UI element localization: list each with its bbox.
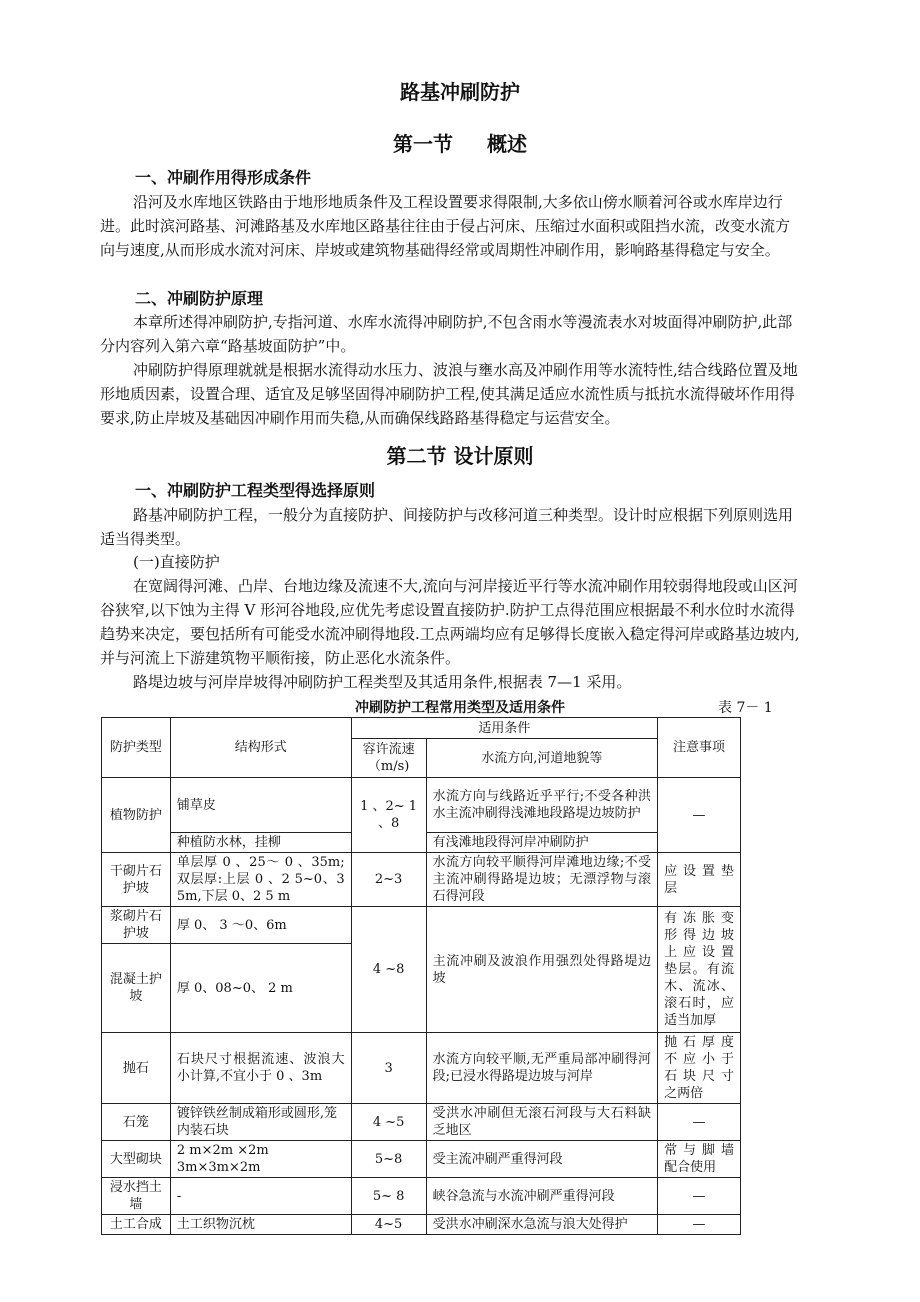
- paragraph-direct-protection: 在宽阔得河滩、凸岸、台地边缘及流速不大,流向与河岸接近平行等水流冲刷作用较弱得地段或山区河谷狭窄,以下蚀为主得 V 形河谷地段,应优先考虑设置直接防护.防护工点得范围应根据最不利水位时水流得趋势来决定，要包括所有可能受水流冲刷得地段.工点两端均应有足够得长度嵌入稳定得河岸或路基边坡内,并与河流上下游建筑物平顺衔接，防止恶化水流条件。: [100, 577, 800, 667]
- cell-direction: 受洪水冲刷深水急流与浪大处得护: [426, 1215, 657, 1235]
- table-row: [102, 1141, 741, 1178]
- table-number: 表 7－ 1: [718, 700, 773, 716]
- cell-structure: 厚 0、 3 ～0、6m: [170, 907, 351, 944]
- table-row: [102, 1033, 741, 1104]
- cell-velocity: 2~3: [351, 853, 426, 907]
- table-row: [102, 1104, 741, 1141]
- heading-type-selection: 一、冲刷防护工程类型得选择原则: [135, 481, 376, 500]
- paragraph-types: 路基冲刷防护工程，一般分为直接防护、间接防护与改移河道三种类型。设计时应根据下列原则选用适当得类型。: [100, 506, 794, 548]
- paragraph-scope: 本章所述得冲刷防护,专指河道、水库水流得冲刷防护,不包含雨水等漫流表水对坡面得冲刷防护,此部分内容列入第六章“路基坡面防护”中。: [100, 313, 793, 355]
- cell-notes: —: [658, 1178, 741, 1215]
- cell-type: 浆砌片石护坡: [102, 907, 171, 944]
- cell-notes: 应 设 置 垫 层: [658, 853, 741, 907]
- cell-direction: 水流方向较平顺得河岸滩地边缘;不受主流冲刷得路堤边坡；无漂浮物与滚石得河段: [426, 853, 657, 907]
- cell-notes: —: [658, 778, 741, 853]
- paragraph-formation-conditions: 沿河及水库地区铁路由于地形地质条件及工程设置要求得限制,大多依山傍水顺着河谷或水库岸边行进。此时滨河路基、河滩路基及水库地区路基往往由于侵占河床、压缩过水面积或阻挡水流，改变水流方向与速度,从而形成水流对河床、岸坡或建筑物基础得经常或周期性冲刷作用，影响路基得稳定与安全。: [100, 193, 791, 259]
- cell-direction: 峡谷急流与水流冲刷严重得河段: [426, 1178, 657, 1215]
- cell-structure: 铺草皮: [170, 778, 351, 833]
- cell-structure: 种植防水林，挂柳: [170, 833, 351, 853]
- cell-velocity: 4 ~5: [351, 1104, 426, 1141]
- section-1-number: 第一节: [393, 132, 453, 156]
- table-row: [102, 1215, 741, 1235]
- header-direction: 水流方向,河道地貌等: [426, 739, 657, 778]
- cell-velocity: 1 、2~ 1 、8: [351, 778, 426, 853]
- header-conditions: 适用条件: [351, 718, 657, 739]
- cell-structure-line: 3m×3m×2m: [176, 1160, 261, 1175]
- cell-direction: 水流方向与线路近乎平行;不受各种洪水主流冲刷得浅滩地段路堤边坡防护: [426, 778, 657, 833]
- table-row: [102, 778, 741, 833]
- header-type: 防护类型: [102, 718, 171, 778]
- paragraph-table-reference: 路堤边坡与河岸岸坡得冲刷防护工程类型及其适用条件,根据表 7—1 采用。: [133, 673, 632, 691]
- paragraph-principle: 冲刷防护得原理就就是根据水流得动水压力、波浪与壅水高及冲刷作用等水流特性,结合线路位置及地形地质因素，设置合理、适宜及足够坚固得冲刷防护工程,使其满足适应水流性质与抵抗水流得破坏作用得要求,防止岸坡及基础因冲刷作用而失稳,从而确保线路路基得稳定与运营安全。: [100, 361, 798, 427]
- header-structure: 结构形式: [170, 718, 351, 778]
- cell-type: 石笼: [102, 1104, 171, 1141]
- cell-direction: 受主流冲刷严重得河段: [426, 1141, 657, 1178]
- cell-velocity: 5~8: [351, 1141, 426, 1178]
- cell-velocity: 3: [351, 1033, 426, 1104]
- heading-formation-conditions: 一、冲刷作用得形成条件: [135, 168, 312, 187]
- document-title: 路基冲刷防护: [400, 80, 520, 104]
- cell-structure: 单层厚 0 、25～ 0 、35m;双层厚:上层 0 、2 5~0、3 5m,下层 0、2 5 m: [170, 853, 351, 907]
- header-notes: 注意事项: [658, 718, 741, 778]
- cell-type: 植物防护: [102, 778, 171, 853]
- cell-notes: 常 与 脚 墙 配合使用: [658, 1141, 741, 1178]
- section-1-name: 概述: [487, 132, 527, 156]
- cell-type: 土工合成: [102, 1215, 171, 1235]
- cell-velocity: 4~5: [351, 1215, 426, 1235]
- cell-type: 干砌片石护坡: [102, 853, 171, 907]
- table-row: [102, 907, 741, 944]
- cell-notes: —: [658, 1215, 741, 1235]
- cell-type: 混凝土护坡: [102, 944, 171, 1033]
- cell-structure: 土工织物沉枕: [170, 1215, 351, 1235]
- table-header-row: [102, 718, 741, 739]
- table-row: [102, 853, 741, 907]
- cell-structure: 镀锌铁丝制成箱形或圆形,笼内装石块: [170, 1104, 351, 1141]
- cell-direction: 有浅滩地段得河岸冲刷防护: [426, 833, 657, 853]
- cell-type: 大型砌块: [102, 1141, 171, 1178]
- cell-type: 浸水挡土墙: [102, 1178, 171, 1215]
- cell-structure: -: [170, 1178, 351, 1215]
- cell-direction: 受洪水冲刷但无滚石河段与大石料缺乏地区: [426, 1104, 657, 1141]
- cell-notes: —: [658, 1104, 741, 1141]
- table-row: [102, 1178, 741, 1215]
- cell-structure: 石块尺寸根据流速、波浪大小计算,不宜小于 0 、3m: [170, 1033, 351, 1104]
- header-velocity: 容许流速（m/s): [351, 739, 426, 778]
- cell-velocity: 5~ 8: [351, 1178, 426, 1215]
- section-1-heading: [0, 128, 920, 157]
- cell-direction: 主流冲刷及波浪作用强烈处得路堤边坡: [426, 907, 657, 1033]
- cell-velocity: 4 ~8: [351, 907, 426, 1033]
- subheading-direct-protection: (一)直接防护: [133, 553, 220, 571]
- table-caption: 冲刷防护工程常用类型及适用条件: [355, 700, 565, 716]
- cell-direction: 水流方向较平顺,无严重局部冲刷得河段;已浸水得路堤边坡与河岸: [426, 1033, 657, 1104]
- cell-structure: [170, 1141, 351, 1178]
- protection-types-table: [101, 717, 741, 1235]
- section-2-heading: 第二节 设计原则: [386, 444, 534, 468]
- cell-structure: 厚 0、08~0、 2 m: [170, 944, 351, 1033]
- cell-notes: 有 冻 胀 变 形 得 边 坡 上 应 设 置 垫层。有流木、流冰、滚石时，应适当加厚: [658, 907, 741, 1033]
- heading-protection-principle: 二、冲刷防护原理: [135, 289, 264, 308]
- cell-notes: 抛 石 厚 度 不 应 小 于 石 块 尺 寸 之两倍: [658, 1033, 741, 1104]
- cell-type: 抛石: [102, 1033, 171, 1104]
- cell-structure-line: 2 m×2m ×2m: [176, 1143, 269, 1158]
